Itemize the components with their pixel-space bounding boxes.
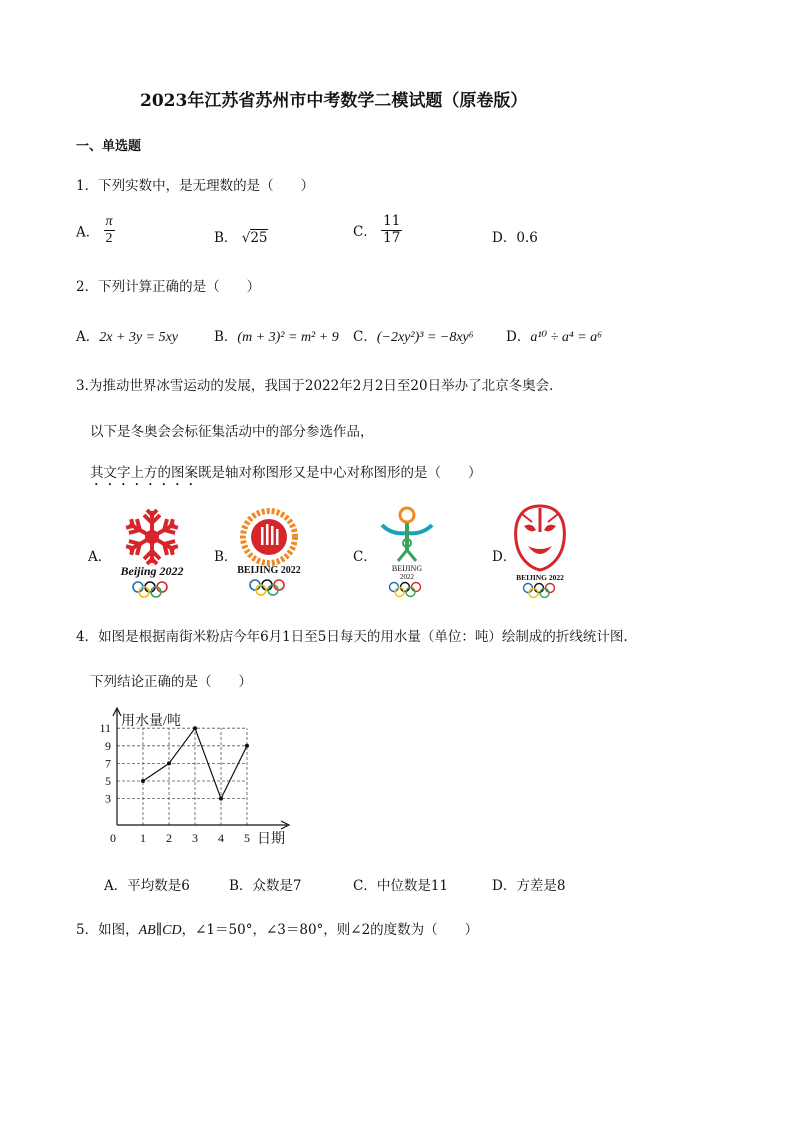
q4-option-a[interactable] — [104, 874, 190, 894]
q5-stem-prefix: 5．如图， — [76, 922, 139, 938]
q5-stem-suffix: ，∠1＝50°，∠3＝80°，则∠2的度数为（ ） — [181, 922, 479, 938]
emblem-caption: BEIJING 2022 — [516, 573, 564, 582]
question-3-line-2: 以下是冬奥会会标征集活动中的部分参选作品， — [90, 424, 374, 440]
q1-a-denominator: 2 — [105, 231, 113, 247]
data-point — [193, 726, 197, 730]
option-text: 众数是7 — [252, 878, 302, 894]
emblem-year: 2022 — [400, 573, 414, 581]
option-label: B． — [214, 329, 238, 345]
sqrt-icon: √ — [241, 230, 251, 246]
x-tick-label: 4 — [218, 831, 224, 845]
opera-mask-icon — [516, 506, 565, 570]
emblem-caption: BEIJING — [391, 564, 423, 573]
x-tick-label: 5 — [244, 831, 250, 845]
y-tick-label: 7 — [105, 756, 111, 771]
question-3-line-3-rest: 既是轴对称图形又是中心对称图形的是（ ） — [198, 465, 482, 481]
q2-option-c[interactable] — [353, 325, 474, 346]
chart-grid — [117, 728, 247, 825]
athlete-figure-icon — [382, 508, 432, 561]
option-label: D． — [492, 230, 517, 246]
option-label: A． — [76, 224, 100, 241]
y-tick-label: 11 — [99, 721, 111, 736]
q4-option-b[interactable] — [229, 874, 302, 894]
question-3-line-3 — [90, 461, 482, 489]
option-label: A． — [104, 878, 128, 894]
option-label: B． — [229, 878, 253, 894]
olympic-rings-icon — [524, 584, 555, 598]
y-axis-label: 用水量/吨 — [121, 714, 181, 729]
option-text: 中位数是11 — [376, 878, 449, 894]
page-title: 2023年江苏省苏州市中考数学二模试题（原卷版） — [140, 91, 528, 111]
question-2-stem: 2．下列计算正确的是（ ） — [76, 279, 261, 295]
q3-option-a-emblem[interactable] — [112, 505, 192, 601]
q2-a-expr: 2x + 3y = 5xy — [99, 330, 178, 345]
q3-option-d-label[interactable]: D． — [492, 549, 517, 565]
q3-option-d-emblem[interactable] — [508, 502, 572, 602]
q2-option-d[interactable] — [506, 325, 602, 346]
x-tick-label: 1 — [140, 831, 146, 845]
option-label: D． — [492, 878, 517, 894]
olympic-rings-icon — [390, 583, 421, 597]
q2-option-b[interactable] — [214, 325, 339, 346]
q1-option-a[interactable] — [76, 214, 115, 247]
option-label: A． — [76, 329, 100, 345]
option-label: B． — [214, 230, 238, 246]
data-point — [141, 779, 145, 783]
q4-option-c[interactable] — [353, 874, 448, 894]
olympic-rings-icon — [250, 580, 284, 595]
q2-b-expr: (m + 3)² = m² + 9 — [237, 330, 339, 345]
x-tick-label: 2 — [166, 831, 172, 845]
question-1-stem: 1．下列实数中，是无理数的是（ ） — [76, 178, 315, 194]
q3-option-b-emblem[interactable] — [234, 505, 304, 601]
sun-emblem-icon — [243, 511, 295, 563]
olympic-rings-icon — [133, 582, 167, 597]
data-point — [167, 761, 171, 765]
x-axis-label: 日期 — [257, 832, 285, 847]
y-tick-label: 5 — [105, 774, 111, 788]
q1-b-radicand: 25 — [250, 230, 268, 246]
q1-option-b[interactable] — [214, 226, 268, 246]
y-tick-label: 9 — [105, 738, 111, 753]
q3-option-b-label[interactable]: B． — [214, 549, 238, 565]
q1-d-value: 0.6 — [516, 230, 538, 246]
emblem-caption: BEIJING 2022 — [237, 565, 301, 576]
y-tick-label: 3 — [105, 791, 111, 806]
option-text: 平均数是6 — [127, 878, 190, 894]
water-usage-line-chart — [95, 700, 305, 860]
q1-option-c[interactable] — [353, 214, 402, 246]
option-label: C． — [353, 224, 377, 241]
option-label: C． — [353, 329, 377, 345]
q1-c-numerator: 11 — [383, 213, 401, 229]
emphasized-text: 其文字上方的图案 — [90, 465, 198, 481]
origin-label: 0 — [110, 831, 116, 845]
question-3-line-1: 3.为推动世界冰雪运动的发展，我国于2022年2月2日至20日举办了北京冬奥会. — [76, 378, 554, 394]
q2-c-expr: (−2xy²)³ = −8xy⁶ — [376, 330, 474, 345]
q5-parallel-lines: AB∥CD — [138, 923, 182, 938]
data-point — [219, 797, 223, 801]
x-tick-label: 3 — [192, 831, 198, 845]
q3-option-c-label[interactable]: C． — [353, 549, 377, 565]
option-text: 方差是8 — [516, 878, 566, 894]
question-4-line-2: 下列结论正确的是（ ） — [90, 674, 252, 690]
emblem-caption: Beijing 2022 — [120, 564, 184, 578]
q1-option-d[interactable] — [492, 226, 538, 246]
section-heading: 一、单选题 — [76, 139, 142, 154]
question-4-line-1: 4．如图是根据南街米粉店今年6月1日至5日每天的用水量（单位：吨）绘制成的折线统计图. — [76, 629, 628, 645]
q2-d-expr: a¹⁰ ÷ a⁴ = a⁶ — [530, 330, 603, 345]
option-label: C． — [353, 878, 377, 894]
data-point — [245, 744, 249, 748]
q1-a-numerator: π — [104, 214, 115, 231]
option-label: D． — [506, 329, 531, 345]
snowflake-icon — [125, 510, 180, 564]
q1-c-denominator: 17 — [383, 229, 401, 246]
question-5-stem — [76, 918, 478, 939]
q3-option-c-emblem[interactable] — [372, 505, 442, 601]
q4-option-d[interactable] — [492, 874, 565, 894]
q2-option-a[interactable] — [76, 325, 178, 346]
q3-option-a-label[interactable]: A． — [88, 549, 112, 565]
